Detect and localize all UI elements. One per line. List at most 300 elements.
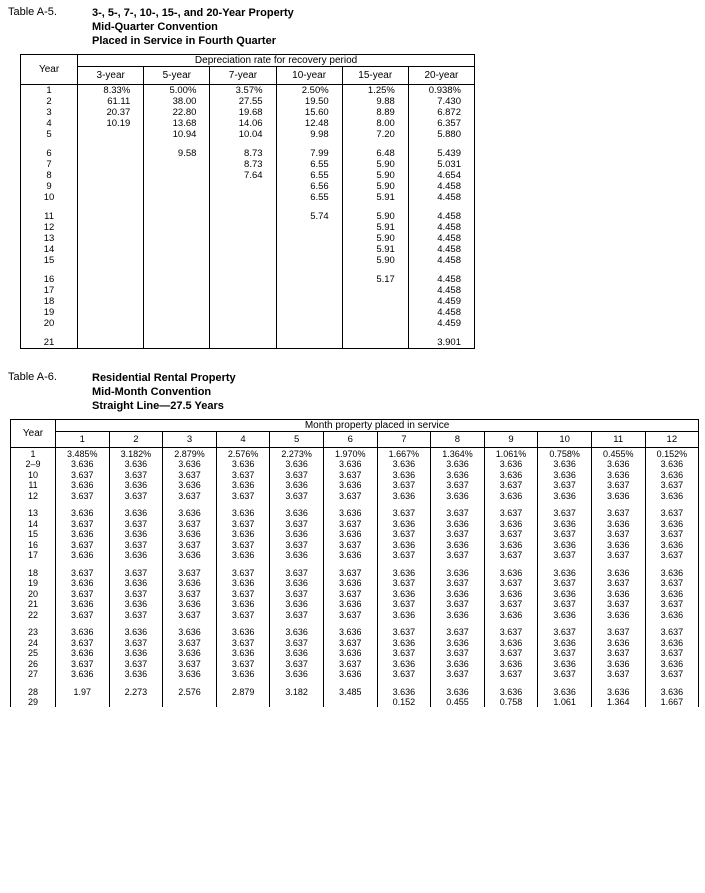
tablea6-rate-cell: 3.637	[163, 539, 217, 550]
tablea6-year-cell: 12	[11, 490, 56, 501]
tablea6-caption-label: Table A-6.	[8, 371, 57, 384]
tablea5-group-header: Depreciation rate for recovery period	[78, 55, 475, 67]
tablea6-spacer-cell	[591, 679, 645, 686]
tablea6-spacer-cell	[109, 679, 163, 686]
tablea5-year-cell: 12	[21, 222, 78, 233]
tablea6-spacer-cell	[377, 620, 431, 627]
tablea6-spacer-cell	[56, 620, 110, 627]
tablea5-rate-cell	[144, 296, 210, 307]
tablea5-rate-cell: 4.458	[408, 285, 474, 296]
tablea6-rate-cell: 3.637	[270, 567, 324, 578]
tablea6-rate-cell: 3.637	[591, 508, 645, 519]
tablea6-rate-cell: 3.636	[484, 469, 538, 480]
tablea6-rate-cell: 3.636	[109, 648, 163, 659]
table-row	[21, 148, 475, 159]
tablea6-year-cell: 13	[11, 508, 56, 519]
tablea6-spacer-cell	[109, 620, 163, 627]
tablea6-rate-cell: 2.576%	[216, 448, 270, 459]
tablea6-rate-cell: 3.636	[56, 648, 110, 659]
tablea5-year-cell: 17	[21, 285, 78, 296]
tablea5-year-cell: 14	[21, 244, 78, 255]
tablea5-rate-cell: 5.439	[408, 148, 474, 159]
tablea6-rate-cell: 3.637	[323, 567, 377, 578]
tablea6-rate-cell: 3.637	[56, 637, 110, 648]
tablea6-rate-cell: 3.636	[377, 490, 431, 501]
tablea5-head	[21, 55, 475, 85]
tablea5-spacer-row	[21, 329, 475, 337]
table-row	[11, 686, 699, 697]
tablea5-year-cell: 16	[21, 274, 78, 285]
tablea6-rate-cell: 3.636	[377, 518, 431, 529]
tablea6-rate-cell: 3.637	[431, 627, 485, 638]
tablea6-rate-cell: 3.636	[591, 658, 645, 669]
tablea6-rate-cell: 3.637	[270, 490, 324, 501]
tablea6-rate-cell: 3.637	[163, 609, 217, 620]
tablea5-rate-cell	[210, 307, 276, 318]
tablea5-year-cell: 10	[21, 192, 78, 203]
tablea6-year-cell: 14	[11, 518, 56, 529]
tablea6-rate-cell: 3.636	[484, 459, 538, 470]
tablea5-rate-cell	[144, 285, 210, 296]
tablea6-rate-cell: 3.636	[163, 669, 217, 680]
tablea6-rate-cell: 3.636	[109, 578, 163, 589]
tablea6-rate-cell: 3.636	[56, 627, 110, 638]
tablea5-col-15year: 15-year	[342, 67, 408, 85]
tablea6-spacer-row	[11, 679, 699, 686]
tablea5-rate-cell	[342, 337, 408, 349]
table-row	[11, 490, 699, 501]
tablea6-rate-cell: 3.636	[377, 539, 431, 550]
tablea6-rate-cell: 3.637	[109, 469, 163, 480]
tablea6-year-cell: 22	[11, 609, 56, 620]
tablea6-rate-cell: 3.637	[591, 480, 645, 491]
tablea6-rate-cell: 3.637	[323, 518, 377, 529]
tablea6-rate-cell: 3.636	[109, 669, 163, 680]
tablea6-spacer-cell	[484, 620, 538, 627]
tablea5-spacer-cell	[408, 203, 474, 211]
tablea6-rate-cell: 3.637	[377, 529, 431, 540]
tablea6-rate-cell: 3.636	[431, 459, 485, 470]
tablea6-rate-cell: 3.636	[645, 459, 699, 470]
tablea6-rate-cell: 1.667	[645, 697, 699, 708]
tablea6-rate-cell: 3.636	[270, 529, 324, 540]
tablea6-rate-cell: 3.637	[323, 539, 377, 550]
tablea6-spacer-cell	[538, 620, 592, 627]
table-row	[21, 107, 475, 118]
table-row	[11, 539, 699, 550]
tablea5-rate-cell	[210, 274, 276, 285]
tablea6-spacer-cell	[56, 679, 110, 686]
tablea6-rate-cell: 3.637	[56, 567, 110, 578]
tablea6-rate-cell	[216, 697, 270, 708]
tablea6-col-month-8: 8	[431, 432, 485, 448]
tablea6-rate-cell: 3.636	[109, 508, 163, 519]
tablea5-rate-cell	[78, 244, 144, 255]
tablea6-rate-cell: 3.636	[216, 550, 270, 561]
tablea5-rate-cell: 6.56	[276, 181, 342, 192]
tablea6-rate-cell: 3.636	[216, 459, 270, 470]
table-row	[21, 85, 475, 97]
tablea6-spacer-cell	[11, 620, 56, 627]
tablea6-rate-cell: 3.636	[323, 529, 377, 540]
tablea5-caption-line-3: Placed in Service in Fourth Quarter	[92, 35, 276, 48]
tablea6	[10, 419, 699, 707]
tablea5-year-cell: 9	[21, 181, 78, 192]
tablea6-rate-cell: 3.637	[484, 508, 538, 519]
table-row	[21, 192, 475, 203]
tablea5-spacer-row	[21, 140, 475, 148]
tablea6-rate-cell: 3.637	[56, 469, 110, 480]
tablea6-spacer-cell	[323, 620, 377, 627]
tablea5-rate-cell: 5.90	[342, 159, 408, 170]
tablea6-rate-cell: 3.636	[431, 686, 485, 697]
tablea6-col-month-12: 12	[645, 432, 699, 448]
tablea6-rate-cell: 3.637	[56, 490, 110, 501]
tablea5-rate-cell	[342, 307, 408, 318]
tablea5-rate-cell	[276, 274, 342, 285]
tablea5-year-cell: 7	[21, 159, 78, 170]
tablea6-rate-cell: 3.637	[538, 550, 592, 561]
tablea6-rate-cell: 3.637	[538, 648, 592, 659]
tablea5-rate-cell: 8.73	[210, 148, 276, 159]
tablea6-rate-cell: 3.636	[323, 508, 377, 519]
tablea6-spacer-cell	[591, 560, 645, 567]
tablea5-spacer-cell	[21, 140, 78, 148]
tablea5-year-cell: 1	[21, 85, 78, 97]
tablea5-rate-cell: 4.458	[408, 211, 474, 222]
tablea5-rate-cell	[276, 244, 342, 255]
tablea6-rate-cell: 3.636	[56, 459, 110, 470]
tablea6-spacer-cell	[109, 560, 163, 567]
tablea5-spacer-cell	[21, 266, 78, 274]
tablea6-rate-cell: 3.636	[538, 518, 592, 529]
tablea5-rate-cell	[78, 233, 144, 244]
table-row	[21, 170, 475, 181]
tablea5-rate-cell: 5.91	[342, 222, 408, 233]
tablea5-caption-line-2: Mid-Quarter Convention	[92, 21, 218, 34]
tablea6-rate-cell: 3.637	[377, 648, 431, 659]
tablea6-rate-cell: 3.637	[377, 578, 431, 589]
tablea6-rate-cell: 3.636	[323, 550, 377, 561]
tablea6-caption-line-2: Mid-Month Convention	[92, 386, 212, 399]
tablea6-col-month-1: 1	[56, 432, 110, 448]
tablea5-rate-cell	[78, 222, 144, 233]
tablea6-header-row-1	[11, 420, 699, 432]
tablea5-rate-cell	[144, 307, 210, 318]
tablea6-rate-cell: 3.637	[431, 578, 485, 589]
tablea6-rate-cell: 2.879	[216, 686, 270, 697]
tablea6-rate-cell: 3.636	[270, 599, 324, 610]
tablea6-spacer-cell	[323, 560, 377, 567]
tablea6-spacer-cell	[56, 560, 110, 567]
tablea6-rate-cell: 3.637	[323, 658, 377, 669]
tablea5-rate-cell: 20.37	[78, 107, 144, 118]
tablea6-rate-cell: 3.636	[56, 578, 110, 589]
tablea6-rate-cell: 3.637	[109, 539, 163, 550]
table-row	[11, 637, 699, 648]
tablea6-rate-cell: 3.637	[645, 648, 699, 659]
tablea6-spacer-cell	[538, 560, 592, 567]
tablea6-rate-cell: 3.637	[591, 529, 645, 540]
tablea6-rate-cell: 3.637	[109, 609, 163, 620]
tablea6-rate-cell: 3.637	[538, 508, 592, 519]
table-row	[21, 222, 475, 233]
tablea6-rate-cell: 3.637	[431, 648, 485, 659]
tablea5-rate-cell	[276, 233, 342, 244]
tablea5-rate-cell: 14.06	[210, 118, 276, 129]
tablea6-rate-cell: 1.061%	[484, 448, 538, 459]
table-row	[11, 648, 699, 659]
tablea6-rate-cell: 3.636	[270, 480, 324, 491]
tablea6-spacer-cell	[163, 620, 217, 627]
tablea6-spacer-cell	[484, 679, 538, 686]
tablea6-rate-cell: 3.636	[645, 469, 699, 480]
tablea6-rate-cell: 3.637	[645, 480, 699, 491]
tablea5-year-cell: 15	[21, 255, 78, 266]
tablea5-rate-cell: 8.00	[342, 118, 408, 129]
tablea6-rate-cell: 3.637	[56, 539, 110, 550]
tablea5-spacer-cell	[21, 203, 78, 211]
table-row	[21, 255, 475, 266]
tablea6-rate-cell: 3.636	[377, 658, 431, 669]
tablea5-year-header: Year	[21, 55, 78, 85]
tablea6-spacer-cell	[109, 501, 163, 508]
tablea5-spacer-cell	[276, 329, 342, 337]
tablea6-rate-cell: 3.637	[431, 480, 485, 491]
tablea6-spacer-cell	[431, 620, 485, 627]
tablea6-spacer-cell	[645, 501, 699, 508]
tablea6-rate-cell: 3.637	[645, 627, 699, 638]
tablea6-spacer-cell	[56, 501, 110, 508]
tablea6-rate-cell: 3.636	[538, 490, 592, 501]
tablea5-rate-cell	[276, 222, 342, 233]
tablea5-year-cell: 8	[21, 170, 78, 181]
tablea5-rate-cell	[210, 222, 276, 233]
tablea6-col-month-10: 10	[538, 432, 592, 448]
tablea6-rate-cell: 3.637	[270, 637, 324, 648]
tablea6-spacer-cell	[163, 679, 217, 686]
table-row	[21, 96, 475, 107]
table-row	[21, 233, 475, 244]
tablea6-rate-cell: 0.758%	[538, 448, 592, 459]
tablea5-rate-cell	[210, 255, 276, 266]
tablea6-spacer-row	[11, 501, 699, 508]
tablea6-rate-cell: 3.636	[216, 599, 270, 610]
table-row	[21, 285, 475, 296]
tablea6-rate-cell: 3.636	[323, 578, 377, 589]
tablea6-rate-cell: 3.636	[163, 480, 217, 491]
tablea6-spacer-cell	[377, 560, 431, 567]
tablea5-rate-cell: 9.88	[342, 96, 408, 107]
tablea6-rate-cell: 3.636	[163, 550, 217, 561]
tablea6-rate-cell: 3.637	[216, 518, 270, 529]
tablea6-year-header: Year	[11, 420, 56, 448]
tablea5-rate-cell	[78, 307, 144, 318]
tablea6-spacer-cell	[538, 501, 592, 508]
tablea5-spacer-cell	[144, 203, 210, 211]
tablea6-rate-cell: 3.636	[270, 648, 324, 659]
tablea6-rate-cell: 3.637	[645, 599, 699, 610]
tablea5-col-3year: 3-year	[78, 67, 144, 85]
tablea6-spacer-cell	[11, 501, 56, 508]
tablea6-rate-cell: 0.152%	[645, 448, 699, 459]
tablea5-year-cell: 20	[21, 318, 78, 329]
tablea5-caption-lines	[92, 6, 294, 48]
tablea5-rate-cell: 10.19	[78, 118, 144, 129]
tablea6-rate-cell: 3.637	[431, 550, 485, 561]
tablea6-rate-cell: 3.637	[270, 658, 324, 669]
tablea6-rate-cell: 3.636	[323, 459, 377, 470]
tablea6-rate-cell: 3.637	[270, 539, 324, 550]
tablea6-rate-cell: 1.667%	[377, 448, 431, 459]
tablea6-rate-cell: 3.637	[645, 550, 699, 561]
tablea6-rate-cell: 3.636	[109, 529, 163, 540]
tablea6-rate-cell: 3.636	[484, 518, 538, 529]
tablea5-rate-cell	[78, 318, 144, 329]
tablea6-rate-cell: 3.636	[538, 459, 592, 470]
tablea6-rate-cell: 3.636	[538, 637, 592, 648]
tablea5-rate-cell: 19.68	[210, 107, 276, 118]
table-row	[11, 550, 699, 561]
tablea6-col-month-9: 9	[484, 432, 538, 448]
tablea6-spacer-cell	[645, 560, 699, 567]
tablea5-rate-cell	[210, 337, 276, 349]
tablea6-rate-cell: 3.636	[56, 508, 110, 519]
table-row	[11, 599, 699, 610]
tablea6-section	[8, 371, 697, 707]
tablea6-spacer-row	[11, 560, 699, 567]
tablea6-rate-cell: 3.636	[591, 637, 645, 648]
tablea5-year-cell: 2	[21, 96, 78, 107]
tablea6-rate-cell: 3.636	[431, 609, 485, 620]
tablea6-rate-cell: 3.637	[109, 658, 163, 669]
tablea6-rate-cell: 3.637	[431, 599, 485, 610]
tablea6-rate-cell: 3.637	[163, 588, 217, 599]
tablea6-year-cell: 2–9	[11, 459, 56, 470]
tablea6-rate-cell: 3.636	[109, 459, 163, 470]
tablea6-rate-cell: 3.636	[431, 490, 485, 501]
tablea6-year-cell: 18	[11, 567, 56, 578]
tablea5-rate-cell: 4.458	[408, 181, 474, 192]
tablea6-rate-cell: 3.636	[484, 658, 538, 669]
tablea5-rate-cell	[342, 296, 408, 307]
tablea6-rate-cell: 3.636	[645, 490, 699, 501]
tablea6-year-cell: 27	[11, 669, 56, 680]
tablea6-year-cell: 26	[11, 658, 56, 669]
tablea5-body	[21, 85, 475, 349]
tablea6-rate-cell: 3.637	[56, 609, 110, 620]
tablea6-rate-cell: 3.636	[591, 588, 645, 599]
tablea5-rate-cell	[210, 318, 276, 329]
tablea5-rate-cell	[210, 181, 276, 192]
tablea6-rate-cell: 3.637	[538, 480, 592, 491]
tablea6-rate-cell: 3.637	[484, 599, 538, 610]
tablea6-year-cell: 1	[11, 448, 56, 459]
tablea6-rate-cell: 2.273	[109, 686, 163, 697]
tablea6-rate-cell	[270, 697, 324, 708]
table-row	[11, 518, 699, 529]
tablea6-col-month-7: 7	[377, 432, 431, 448]
tablea6-rate-cell: 3.636	[431, 469, 485, 480]
table-row	[11, 448, 699, 459]
tablea5-rate-cell: 5.031	[408, 159, 474, 170]
tablea6-col-month-11: 11	[591, 432, 645, 448]
tablea5-col-20year: 20-year	[408, 67, 474, 85]
tablea5-rate-cell: 4.458	[408, 192, 474, 203]
tablea5-rate-cell: 5.90	[342, 233, 408, 244]
tablea6-caption-lines	[92, 371, 236, 413]
tablea6-rate-cell: 3.637	[538, 578, 592, 589]
tablea5-rate-cell	[210, 244, 276, 255]
tablea6-rate-cell: 3.636	[163, 578, 217, 589]
tablea5-rate-cell: 5.90	[342, 170, 408, 181]
tablea5-rate-cell: 10.94	[144, 129, 210, 140]
tablea6-rate-cell: 3.636	[591, 686, 645, 697]
tablea6-rate-cell: 3.637	[377, 508, 431, 519]
tablea6-rate-cell: 3.637	[484, 669, 538, 680]
tablea6-year-cell: 20	[11, 588, 56, 599]
tablea6-rate-cell: 3.636	[109, 599, 163, 610]
tablea6-rate-cell: 3.636	[538, 539, 592, 550]
tablea6-rate-cell: 3.637	[538, 529, 592, 540]
table-row	[21, 211, 475, 222]
tablea6-rate-cell: 3.637	[484, 480, 538, 491]
tablea6-rate-cell: 3.637	[377, 669, 431, 680]
tablea6-rate-cell	[56, 697, 110, 708]
tablea6-rate-cell: 3.636	[538, 469, 592, 480]
tablea6-rate-cell: 3.637	[538, 627, 592, 638]
tablea6-rate-cell: 3.636	[323, 669, 377, 680]
tablea5-rate-cell	[144, 274, 210, 285]
tablea6-rate-cell: 3.636	[645, 588, 699, 599]
tablea6-caption	[8, 371, 697, 413]
tablea5-rate-cell: 4.458	[408, 307, 474, 318]
tablea5-spacer-cell	[144, 140, 210, 148]
tablea6-rate-cell: 3.637	[270, 588, 324, 599]
tablea6-rate-cell: 3.637	[109, 518, 163, 529]
tablea6-year-cell: 21	[11, 599, 56, 610]
tablea5-rate-cell: 4.458	[408, 244, 474, 255]
tablea5-rate-cell: 6.55	[276, 170, 342, 181]
tablea5-rate-cell: 4.459	[408, 296, 474, 307]
tablea6-rate-cell: 3.637	[216, 609, 270, 620]
tablea5-year-cell: 11	[21, 211, 78, 222]
tablea6-rate-cell: 3.637	[323, 490, 377, 501]
tablea5-rate-cell: 7.64	[210, 170, 276, 181]
tablea5-rate-cell: 8.33%	[78, 85, 144, 97]
tablea6-spacer-cell	[323, 501, 377, 508]
tablea6-rate-cell: 3.636	[431, 539, 485, 550]
tablea6-rate-cell: 3.636	[431, 567, 485, 578]
tablea6-rate-cell: 3.637	[591, 599, 645, 610]
tablea6-rate-cell: 3.636	[56, 529, 110, 540]
tablea6-year-cell: 15	[11, 529, 56, 540]
table-row	[11, 529, 699, 540]
tablea5-rate-cell: 15.60	[276, 107, 342, 118]
tablea5-rate-cell	[78, 192, 144, 203]
tablea6-col-month-2: 2	[109, 432, 163, 448]
tablea6-rate-cell	[109, 697, 163, 708]
tablea5-rate-cell	[210, 233, 276, 244]
tablea6-rate-cell: 2.879%	[163, 448, 217, 459]
tablea6-rate-cell: 3.636	[377, 686, 431, 697]
tablea6-rate-cell: 1.364%	[431, 448, 485, 459]
tablea6-rate-cell: 3.636	[645, 539, 699, 550]
tablea5-rate-cell	[144, 211, 210, 222]
tablea5-rate-cell: 8.73	[210, 159, 276, 170]
tablea6-year-cell: 10	[11, 469, 56, 480]
tablea5-rate-cell	[342, 285, 408, 296]
